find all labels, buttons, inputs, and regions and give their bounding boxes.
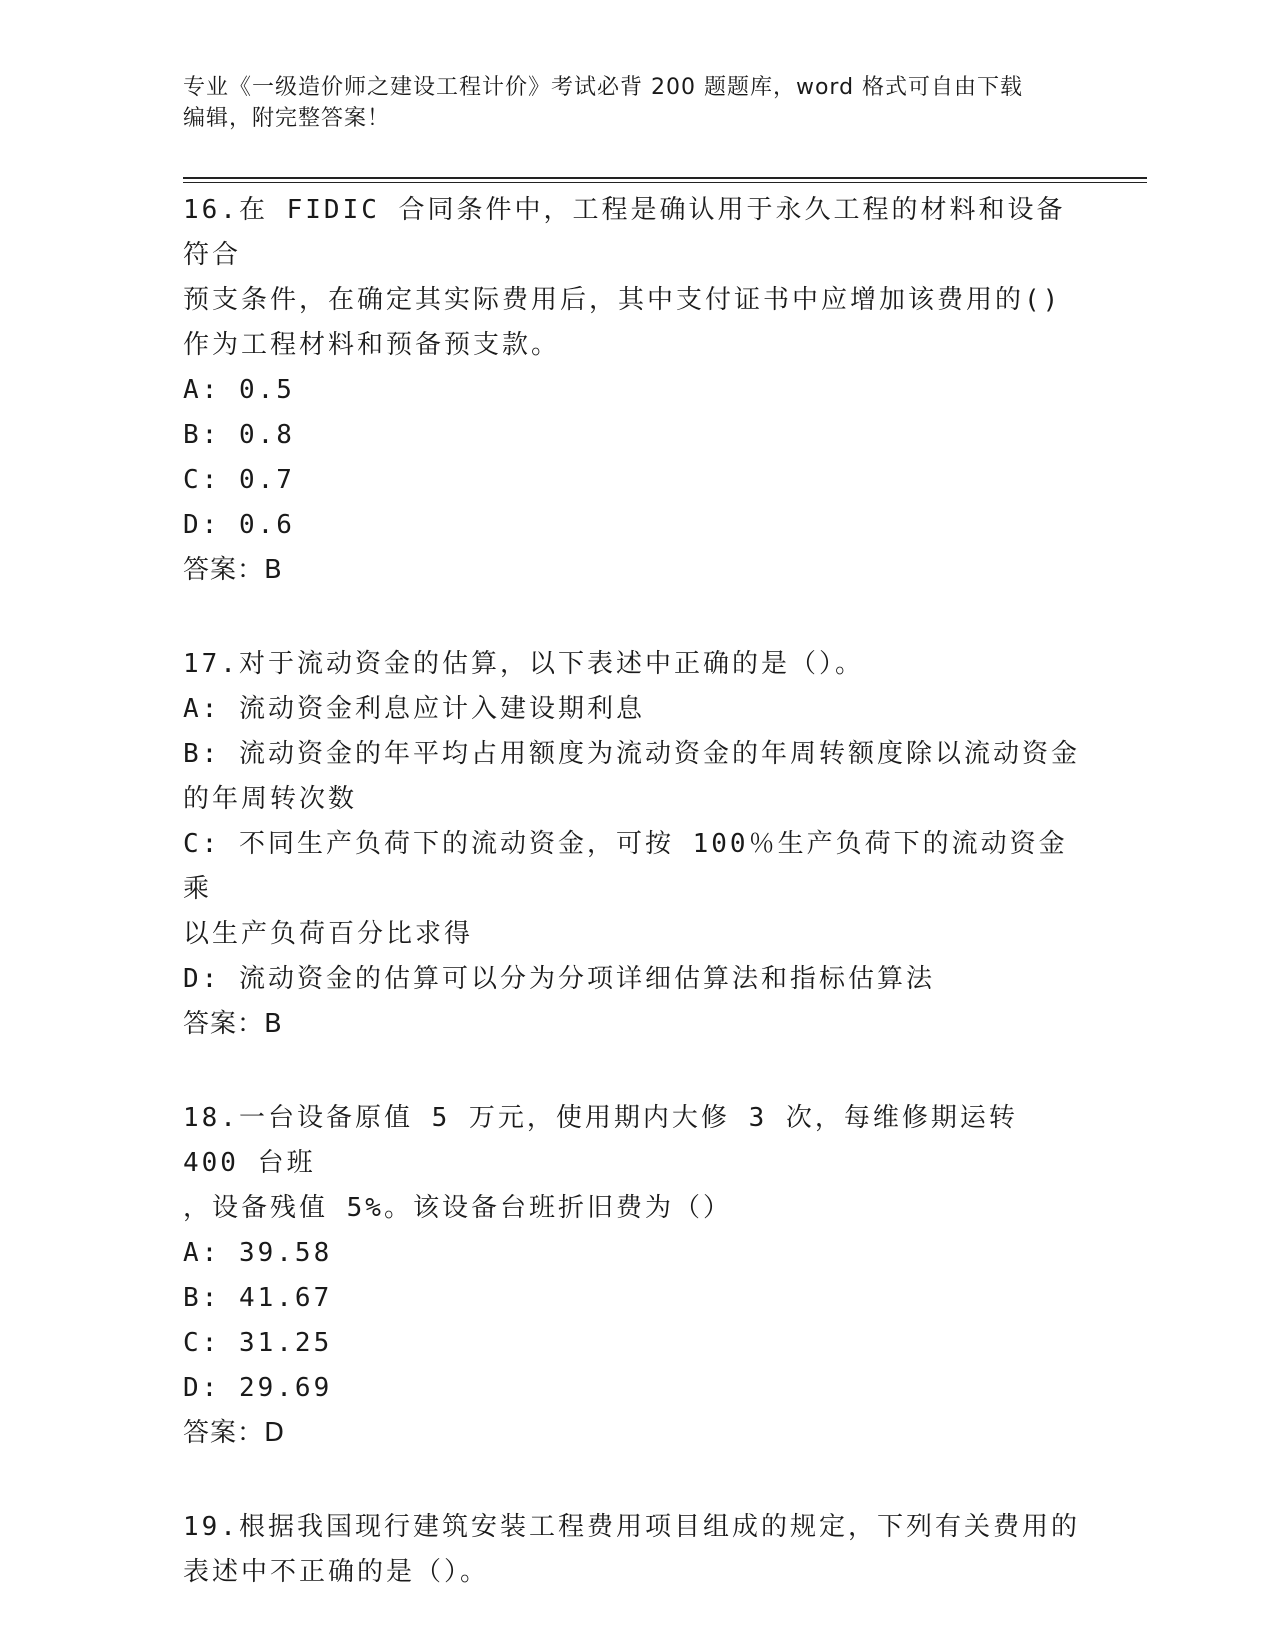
option-a: A: 0.5 [183, 375, 295, 405]
answer-label: 答案： [183, 555, 265, 585]
option-d: D: 0.6 [183, 510, 295, 540]
document-header [183, 72, 1053, 134]
stem-line: 18.一台设备原值 5 万元，使用期内大修 3 次，每维修期运转 400 台班 [183, 1103, 1018, 1178]
question-stem [183, 188, 1083, 368]
header-line-2: 编辑，附完整答案！ [183, 106, 391, 131]
option-b: B: 41.67 [183, 1283, 333, 1313]
header-rule-thin [183, 182, 1147, 183]
answer-label: 答案： [183, 1418, 265, 1448]
option-c [183, 822, 1083, 957]
question-list [183, 188, 1083, 1644]
option-line: 的年周转次数 [183, 784, 358, 814]
option-d: D: 流动资金的估算可以分为分项详细估算法和指标估算法 [183, 964, 935, 994]
option-line: C: 不同生产负荷下的流动资金，可按 100％生产负荷下的流动资金乘 [183, 829, 1068, 904]
option-d: D: 29.69 [183, 1373, 333, 1403]
question-16 [183, 188, 1083, 593]
stem-line: 预支条件，在确定其实际费用后，其中支付证书中应增加该费用的() [183, 285, 1062, 315]
answer-value: D [264, 1418, 285, 1448]
answer-value: B [264, 1009, 282, 1039]
question-stem [183, 642, 1083, 687]
stem-line: 17.对于流动资金的估算，以下表述中正确的是（）。 [183, 649, 864, 679]
answer-value: B [264, 555, 282, 585]
question-19 [183, 1505, 1083, 1595]
option-c: C: 0.7 [183, 465, 295, 495]
option-c: C: 31.25 [183, 1328, 333, 1358]
option-b: B: 0.8 [183, 420, 295, 450]
question-stem [183, 1505, 1083, 1595]
answer-line [183, 548, 1083, 593]
stem-line: 16.在 FIDIC 合同条件中，工程是确认用于永久工程的材料和设备符合 [183, 195, 1066, 270]
option-line: 以生产负荷百分比求得 [183, 919, 474, 949]
stem-line: 作为工程材料和预备预支款。 [183, 330, 561, 360]
header-rule-thick [183, 177, 1147, 179]
answer-line [183, 1002, 1083, 1047]
header-line-1: 专业《一级造价师之建设工程计价》考试必背 200 题题库，word 格式可自由下载 [183, 75, 1024, 100]
option-b [183, 732, 1083, 822]
question-18 [183, 1096, 1083, 1456]
answer-line [183, 1411, 1083, 1456]
stem-line: 表述中不正确的是（）。 [183, 1557, 490, 1587]
question-stem [183, 1096, 1083, 1231]
answer-label: 答案： [183, 1009, 265, 1039]
option-a: A: 39.58 [183, 1238, 333, 1268]
stem-line: 19.根据我国现行建筑安装工程费用项目组成的规定，下列有关费用的 [183, 1512, 1080, 1542]
option-a: A: 流动资金利息应计入建设期利息 [183, 694, 645, 724]
option-line: B: 流动资金的年平均占用额度为流动资金的年周转额度除以流动资金 [183, 739, 1080, 769]
question-17 [183, 642, 1083, 1047]
stem-line: ，设备残值 5%。该设备台班折旧费为（） [183, 1193, 732, 1223]
